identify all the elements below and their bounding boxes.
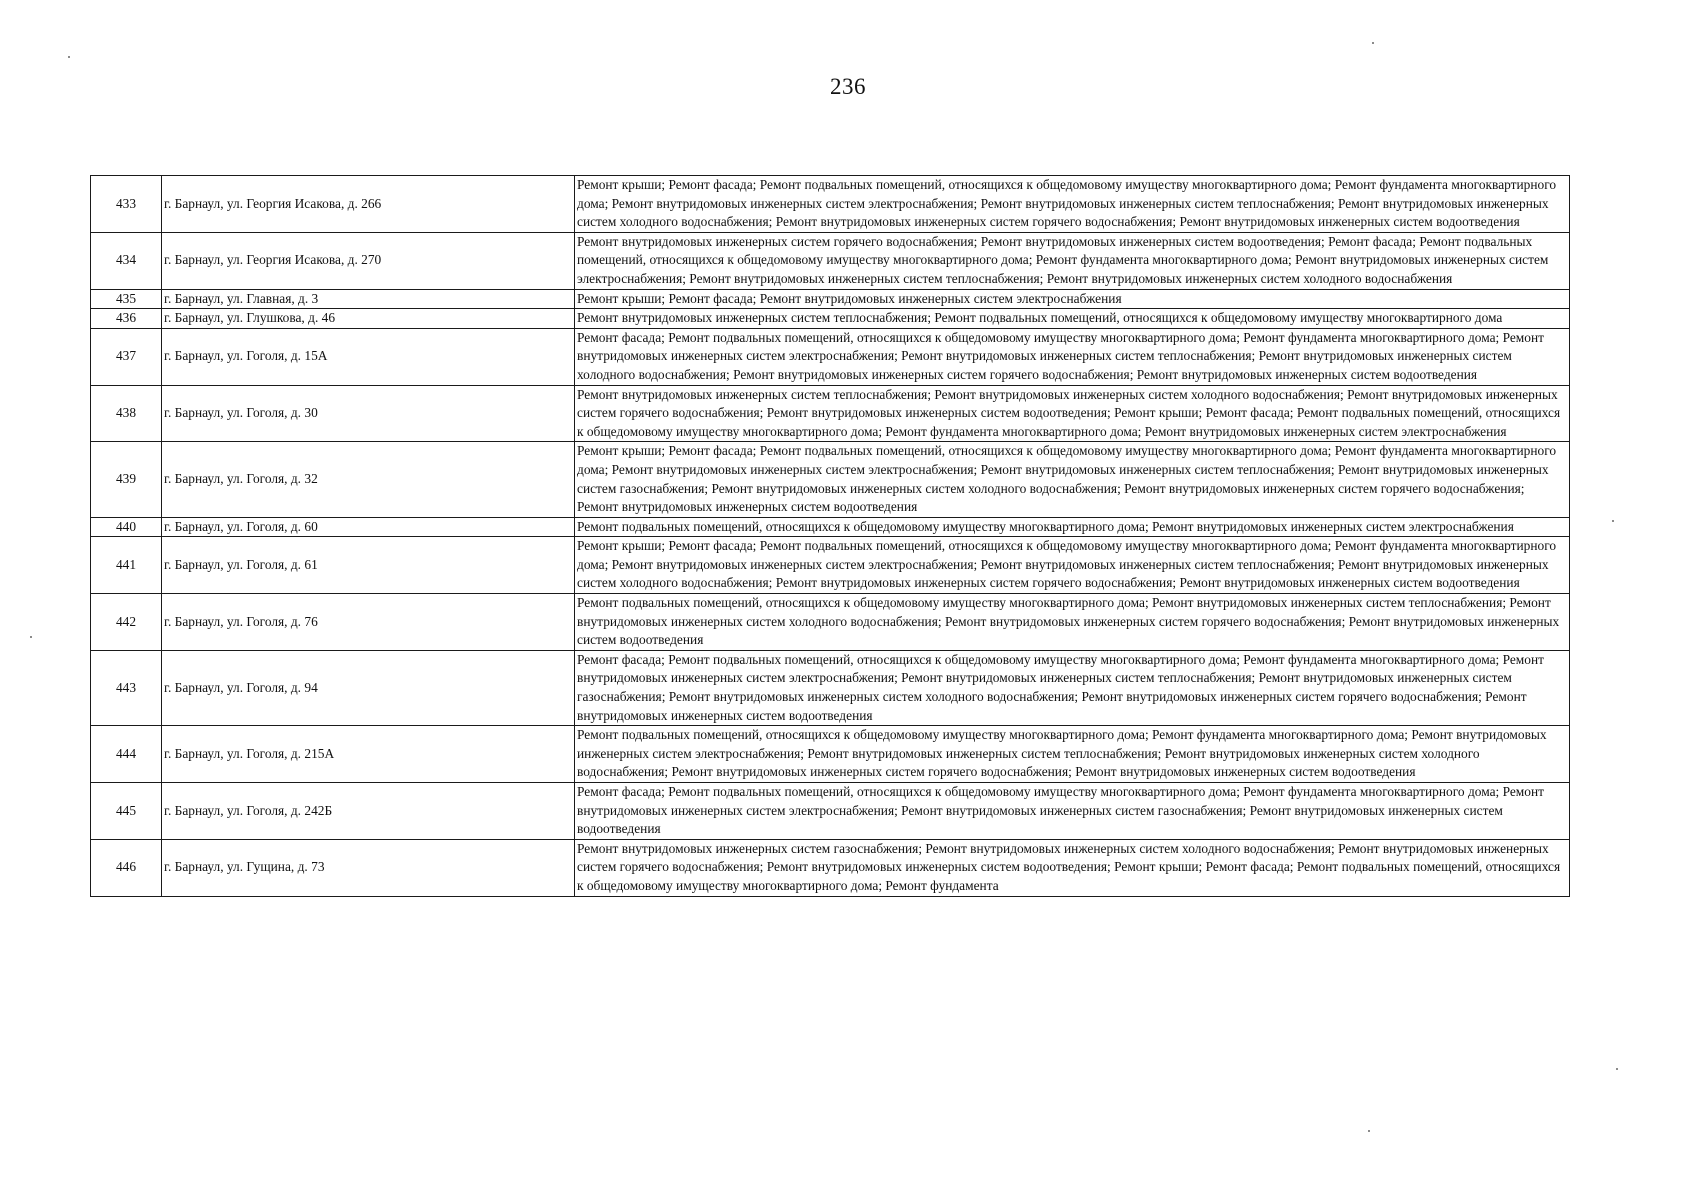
- row-number: 436: [91, 309, 162, 329]
- row-address: г. Барнаул, ул. Главная, д. 3: [162, 289, 575, 309]
- table-row: [91, 517, 1570, 537]
- row-number: 437: [91, 328, 162, 385]
- row-address: г. Барнаул, ул. Гоголя, д. 242Б: [162, 783, 575, 840]
- page-number: 236: [830, 74, 866, 99]
- row-works: Ремонт фасада; Ремонт подвальных помещений, относящихся к общедомовому имуществу многоквартирного дома; Ремонт фундамента многоквартирного дома; Ремонт внутридомовых инженерных систем электроснабжения; Ремонт внутридомовых инженерных систем теплоснабжения; Ремонт внутридомовых инженерных систем холодного водоснабжения; Ремонт внутридомовых инженерных систем горячего водоснабжения; Ремонт внутридомовых инженерных систем водоотведения: [575, 328, 1570, 385]
- row-works: Ремонт крыши; Ремонт фасада; Ремонт подвальных помещений, относящихся к общедомовому имуществу многоквартирного дома; Ремонт фундамента многоквартирного дома; Ремонт внутридомовых инженерных систем электроснабжения; Ремонт внутридомовых инженерных систем теплоснабжения; Ремонт внутридомовых инженерных систем газоснабжения; Ремонт внутридомовых инженерных систем холодного водоснабжения; Ремонт внутридомовых инженерных систем горячего водоснабжения; Ремонт внутридомовых инженерных систем водоотведения: [575, 442, 1570, 517]
- row-number: 441: [91, 537, 162, 594]
- table-row: [91, 783, 1570, 840]
- row-works: Ремонт внутридомовых инженерных систем горячего водоснабжения; Ремонт внутридомовых инженерных систем водоотведения; Ремонт фасада; Ремонт подвальных помещений, относящихся к общедомовому имуществу многоквартирного дома; Ремонт фундамента многоквартирного дома; Ремонт внутридомовых инженерных систем электроснабжения; Ремонт внутридомовых инженерных систем теплоснабжения; Ремонт внутридомовых инженерных систем холодного водоснабжения: [575, 232, 1570, 289]
- row-address: г. Барнаул, ул. Георгия Исакова, д. 266: [162, 176, 575, 233]
- row-works: Ремонт подвальных помещений, относящихся к общедомовому имуществу многоквартирного дома; Ремонт фундамента многоквартирного дома; Ремонт внутридомовых инженерных систем электроснабжения; Ремонт внутридомовых инженерных систем теплоснабжения; Ремонт внутридомовых инженерных систем холодного водоснабжения; Ремонт внутридомовых инженерных систем горячего водоснабжения; Ремонт внутридомовых инженерных систем водоотведения: [575, 726, 1570, 783]
- row-works: Ремонт внутридомовых инженерных систем теплоснабжения; Ремонт внутридомовых инженерных систем холодного водоснабжения; Ремонт внутридомовых инженерных систем горячего водоснабжения; Ремонт внутридомовых инженерных систем водоотведения; Ремонт крыши; Ремонт фасада; Ремонт подвальных помещений, относящихся к общедомовому имуществу многоквартирного дома; Ремонт фундамента многоквартирного дома; Ремонт внутридомовых инженерных систем электроснабжения: [575, 385, 1570, 442]
- repair-registry-table: [90, 175, 1570, 897]
- table-row: [91, 839, 1570, 896]
- table-row: [91, 176, 1570, 233]
- row-address: г. Барнаул, ул. Георгия Исакова, д. 270: [162, 232, 575, 289]
- table-row: [91, 289, 1570, 309]
- row-works: Ремонт крыши; Ремонт фасада; Ремонт подвальных помещений, относящихся к общедомовому имуществу многоквартирного дома; Ремонт фундамента многоквартирного дома; Ремонт внутридомовых инженерных систем электроснабжения; Ремонт внутридомовых инженерных систем теплоснабжения; Ремонт внутридомовых инженерных систем холодного водоснабжения; Ремонт внутридомовых инженерных систем горячего водоснабжения; Ремонт внутридомовых инженерных систем водоотведения: [575, 176, 1570, 233]
- row-address: г. Барнаул, ул. Гоголя, д. 60: [162, 517, 575, 537]
- row-number: 435: [91, 289, 162, 309]
- row-address: г. Барнаул, ул. Гоголя, д. 76: [162, 594, 575, 651]
- row-address: г. Барнаул, ул. Глушкова, д. 46: [162, 309, 575, 329]
- table-row: [91, 385, 1570, 442]
- row-number: 445: [91, 783, 162, 840]
- table-row: [91, 594, 1570, 651]
- row-works: Ремонт внутридомовых инженерных систем газоснабжения; Ремонт внутридомовых инженерных систем холодного водоснабжения; Ремонт внутридомовых инженерных систем горячего водоснабжения; Ремонт внутридомовых инженерных систем водоотведения; Ремонт крыши; Ремонт фасада; Ремонт подвальных помещений, относящихся к общедомовому имуществу многоквартирного дома; Ремонт фундамента: [575, 839, 1570, 896]
- scan-speck: [1372, 42, 1374, 44]
- row-works: Ремонт крыши; Ремонт фасада; Ремонт подвальных помещений, относящихся к общедомовому имуществу многоквартирного дома; Ремонт фундамента многоквартирного дома; Ремонт внутридомовых инженерных систем электроснабжения; Ремонт внутридомовых инженерных систем теплоснабжения; Ремонт внутридомовых инженерных систем холодного водоснабжения; Ремонт внутридомовых инженерных систем горячего водоснабжения; Ремонт внутридомовых инженерных систем водоотведения: [575, 537, 1570, 594]
- row-works: Ремонт внутридомовых инженерных систем теплоснабжения; Ремонт подвальных помещений, относящихся к общедомовому имуществу многоквартирного дома: [575, 309, 1570, 329]
- row-works: Ремонт крыши; Ремонт фасада; Ремонт внутридомовых инженерных систем электроснабжения: [575, 289, 1570, 309]
- row-number: 434: [91, 232, 162, 289]
- row-number: 440: [91, 517, 162, 537]
- table-row: [91, 309, 1570, 329]
- row-address: г. Барнаул, ул. Гущина, д. 73: [162, 839, 575, 896]
- scan-speck: [30, 636, 32, 638]
- row-works: Ремонт фасада; Ремонт подвальных помещений, относящихся к общедомовому имуществу многоквартирного дома; Ремонт фундамента многоквартирного дома; Ремонт внутридомовых инженерных систем электроснабжения; Ремонт внутридомовых инженерных систем теплоснабжения; Ремонт внутридомовых инженерных систем газоснабжения; Ремонт внутридомовых инженерных систем холодного водоснабжения; Ремонт внутридомовых инженерных систем горячего водоснабжения; Ремонт внутридомовых инженерных систем водоотведения: [575, 650, 1570, 725]
- table-row: [91, 442, 1570, 517]
- table-row: [91, 232, 1570, 289]
- table-row: [91, 328, 1570, 385]
- row-number: 433: [91, 176, 162, 233]
- row-address: г. Барнаул, ул. Гоголя, д. 30: [162, 385, 575, 442]
- table-row: [91, 537, 1570, 594]
- row-address: г. Барнаул, ул. Гоголя, д. 94: [162, 650, 575, 725]
- row-address: г. Барнаул, ул. Гоголя, д. 32: [162, 442, 575, 517]
- scan-speck: [68, 56, 70, 58]
- row-number: 444: [91, 726, 162, 783]
- row-address: г. Барнаул, ул. Гоголя, д. 61: [162, 537, 575, 594]
- scan-speck: [1616, 1068, 1618, 1070]
- row-number: 438: [91, 385, 162, 442]
- row-works: Ремонт фасада; Ремонт подвальных помещений, относящихся к общедомовому имуществу многоквартирного дома; Ремонт фундамента многоквартирного дома; Ремонт внутридомовых инженерных систем электроснабжения; Ремонт внутридомовых инженерных систем газоснабжения; Ремонт внутридомовых инженерных систем водоотведения: [575, 783, 1570, 840]
- row-number: 442: [91, 594, 162, 651]
- row-address: г. Барнаул, ул. Гоголя, д. 215А: [162, 726, 575, 783]
- scan-speck: [1612, 520, 1614, 522]
- row-works: Ремонт подвальных помещений, относящихся к общедомовому имуществу многоквартирного дома; Ремонт внутридомовых инженерных систем теплоснабжения; Ремонт внутридомовых инженерных систем холодного водоснабжения; Ремонт внутридомовых инженерных систем горячего водоснабжения; Ремонт внутридомовых инженерных систем водоотведения: [575, 594, 1570, 651]
- scan-speck: [1368, 1130, 1370, 1132]
- row-number: 443: [91, 650, 162, 725]
- row-number: 439: [91, 442, 162, 517]
- row-address: г. Барнаул, ул. Гоголя, д. 15А: [162, 328, 575, 385]
- row-number: 446: [91, 839, 162, 896]
- row-works: Ремонт подвальных помещений, относящихся к общедомовому имуществу многоквартирного дома; Ремонт внутридомовых инженерных систем электроснабжения: [575, 517, 1570, 537]
- table-row: [91, 650, 1570, 725]
- table-row: [91, 726, 1570, 783]
